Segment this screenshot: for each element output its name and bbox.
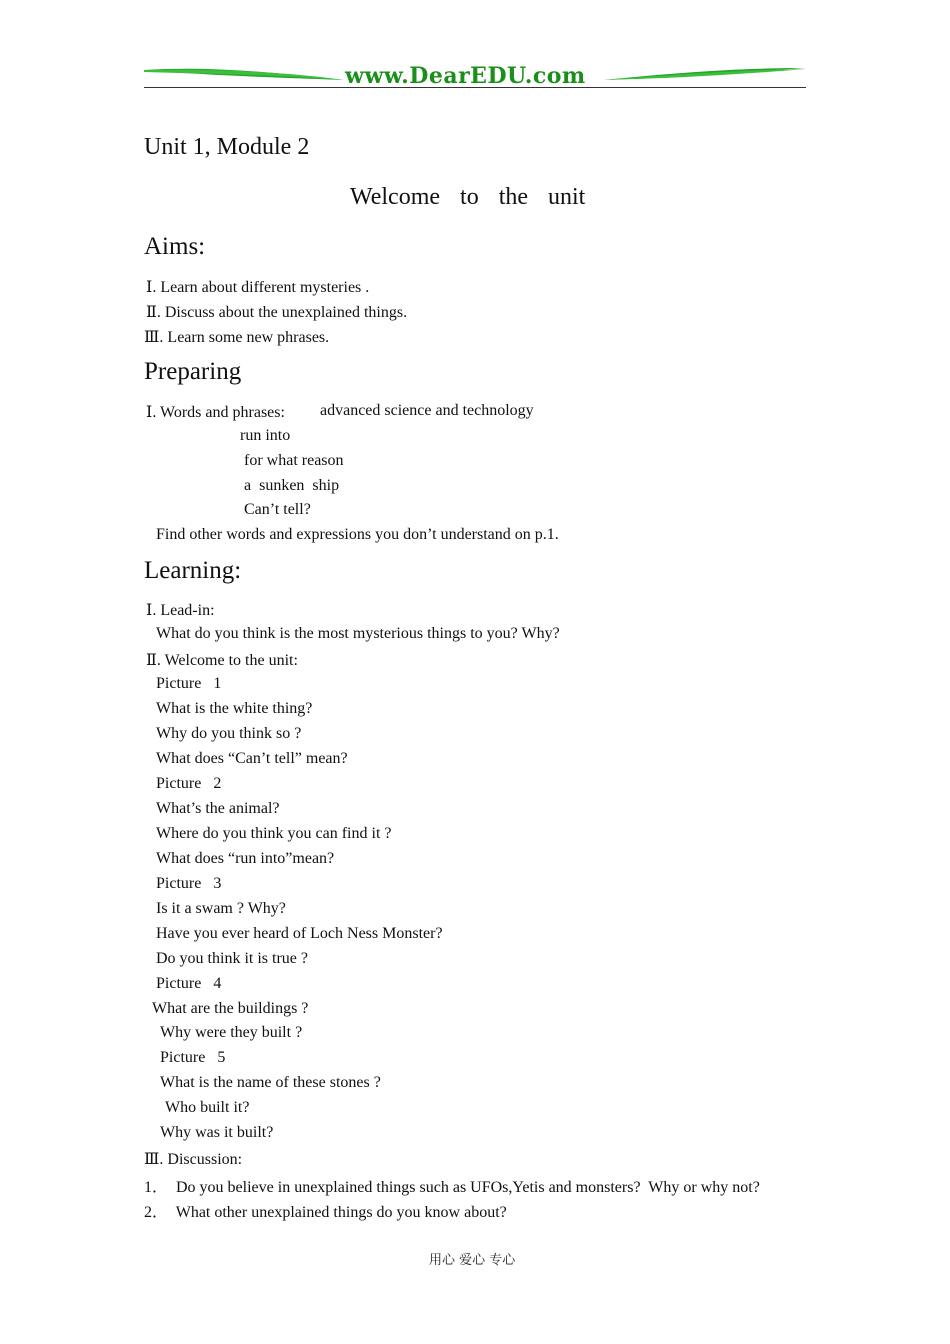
learning-heading: Learning: — [144, 557, 242, 584]
aims-item: Ⅱ. Discuss about the unexplained things. — [146, 304, 408, 321]
learning-line: Where do you think you can find it ? — [156, 825, 392, 842]
aims-item: Ⅲ. Learn some new phrases. — [144, 329, 330, 346]
discussion-question: 1． Do you believe in unexplained things such as UFOs,Yetis and monsters? Why or why not? — [144, 1179, 760, 1196]
learning-line: Ⅲ. Discussion: — [144, 1151, 243, 1168]
learning-line: What do you think is the most mysterious things to you? Why? — [156, 625, 560, 642]
discussion-question: 2． What other unexplained things do you know about? — [144, 1204, 507, 1221]
learning-line: Why were they built ? — [160, 1024, 303, 1041]
phrase-item: a sunken ship — [244, 477, 340, 494]
main-title: Welcome to the unit — [350, 184, 586, 210]
phrase-item: advanced science and technology — [320, 402, 534, 419]
learning-line: What does “run into”mean? — [156, 850, 335, 867]
preparing-heading: Preparing — [144, 358, 242, 385]
learning-line: What’s the animal? — [156, 800, 280, 817]
learning-line: Ⅰ. Lead-in: — [146, 602, 215, 619]
site-logo-text: www.DearEDU.com — [345, 63, 586, 89]
unit-title: Unit 1, Module 2 — [144, 134, 310, 160]
learning-line: What does “Can’t tell” mean? — [156, 750, 348, 767]
learning-line: What is the white thing? — [156, 700, 313, 717]
phrase-item: for what reason — [244, 452, 344, 469]
learning-line: Why was it built? — [160, 1124, 274, 1141]
phrase-item: Can’t tell? — [244, 501, 311, 518]
words-and-phrases-label: Ⅰ. Words and phrases: — [146, 404, 285, 421]
aims-item: Ⅰ. Learn about different mysteries . — [146, 279, 370, 296]
learning-line: Picture 2 — [156, 775, 222, 792]
learning-line: What is the name of these stones ? — [160, 1074, 381, 1091]
learning-line: Picture 5 — [160, 1049, 226, 1066]
header-divider — [144, 87, 806, 88]
learning-line: Who built it? — [165, 1099, 250, 1116]
learning-line: Do you think it is true ? — [156, 950, 308, 967]
learning-line: Have you ever heard of Loch Ness Monster? — [156, 925, 443, 942]
learning-line: What are the buildings ? — [152, 1000, 309, 1017]
learning-line: Ⅱ. Welcome to the unit: — [146, 652, 298, 669]
learning-line: Picture 4 — [156, 975, 222, 992]
learning-line: Why do you think so ? — [156, 725, 302, 742]
learning-line: Picture 3 — [156, 875, 222, 892]
page-footer: 用心 爱心 专心 — [429, 1253, 516, 1268]
learning-line: Is it a swam ? Why? — [156, 900, 286, 917]
preparing-note: Find other words and expressions you don’t understand on p.1. — [156, 526, 559, 543]
aims-heading: Aims: — [144, 233, 206, 260]
phrase-item: run into — [240, 427, 291, 444]
learning-line: Picture 1 — [156, 675, 222, 692]
